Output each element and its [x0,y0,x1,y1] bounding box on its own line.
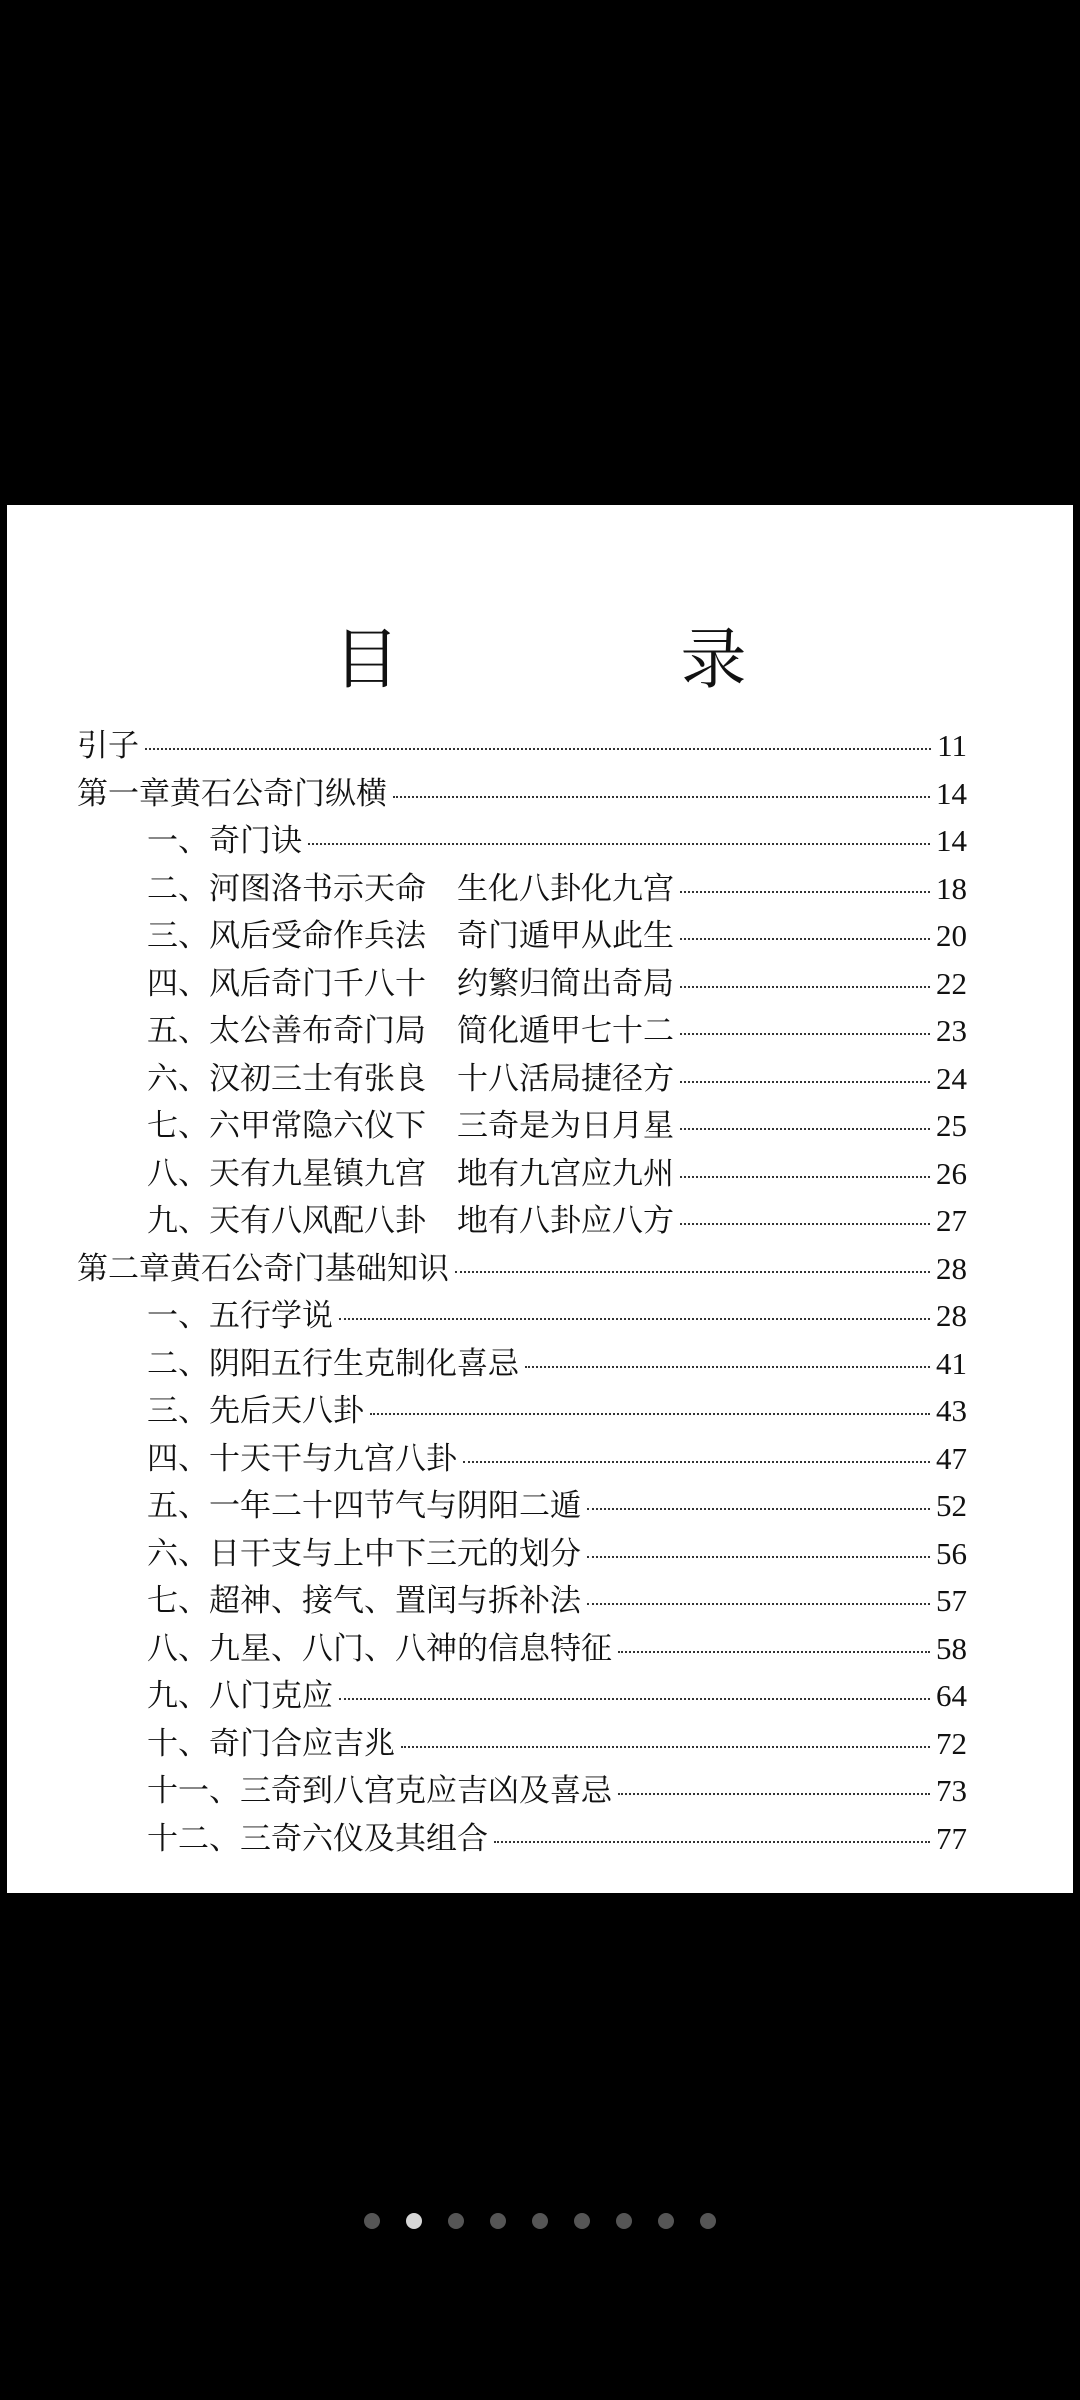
toc-entry[interactable] [77,1765,967,1813]
page-dot[interactable] [658,2213,674,2229]
page-dot-active[interactable] [406,2213,422,2229]
toc-entry-label: 五、太公善布奇门局 简化遁甲七十二 [147,1013,674,1049]
page-dot[interactable] [574,2213,590,2229]
toc-entry[interactable] [77,1100,967,1148]
toc-entry-label: 九、八门克应 [147,1678,333,1714]
dot-leader [587,1603,930,1605]
toc-entry-page-number: 18 [936,870,967,906]
toc-entry-label: 一、五行学说 [147,1298,333,1334]
toc-entry-page-number: 26 [936,1155,967,1191]
toc-entry-page-number: 20 [936,918,967,953]
toc-entry-page-number: 56 [936,1535,967,1571]
toc-entry[interactable] [77,1243,967,1291]
toc-entry-page-number: 23 [936,1013,967,1048]
dot-leader [680,1128,930,1130]
dot-leader [525,1366,930,1368]
toc-entry-label: 二、河图洛书示天命 生化八卦化九宫 [147,870,674,907]
toc-entry-page-number: 24 [936,1060,967,1096]
toc-entry[interactable] [77,1623,967,1671]
toc-entry[interactable] [77,768,967,816]
toc-entry-label: 十一、三奇到八宫克应吉凶及喜忌 [147,1773,612,1809]
page-dot[interactable] [490,2213,506,2229]
toc-entry[interactable] [77,1053,967,1101]
dot-leader [680,1223,930,1225]
toc-entry-label: 四、风后奇门千八十 约繁归简出奇局 [147,965,674,1002]
toc-entry-page-number: 64 [936,1678,967,1713]
dot-leader [680,891,930,893]
toc-entry-label: 五、一年二十四节气与阴阳二遁 [147,1488,581,1524]
toc-entry[interactable] [77,1385,967,1433]
page-dot[interactable] [616,2213,632,2229]
toc-entry-label: 引子 [77,728,139,764]
toc-entry[interactable] [77,1575,967,1623]
toc-entry[interactable] [77,1528,967,1576]
toc-entry[interactable] [77,1813,967,1861]
dot-leader [587,1508,930,1510]
dot-leader [145,748,931,750]
dot-leader [339,1318,930,1320]
toc-entry-page-number: 27 [936,1203,967,1238]
toc-entry-page-number: 57 [936,1583,967,1618]
toc-entry-label: 二、阴阳五行生克制化喜忌 [147,1345,519,1382]
toc-entry-label: 六、日干支与上中下三元的划分 [147,1535,581,1572]
toc-entry[interactable] [77,1005,967,1053]
toc-entry[interactable] [77,1290,967,1338]
dot-leader [339,1698,930,1700]
toc-entry-label: 第二章黄石公奇门基础知识 [77,1250,449,1287]
toc-entry-label: 十二、三奇六仪及其组合 [147,1820,488,1857]
toc-entry[interactable] [77,1338,967,1386]
toc-entry-label: 八、九星、八门、八神的信息特征 [147,1630,612,1667]
dot-leader [494,1841,930,1843]
dot-leader [680,986,930,988]
toc-entry[interactable] [77,863,967,911]
toc-entry-page-number: 43 [936,1393,967,1428]
toc-entry-page-number: 25 [936,1108,967,1143]
toc-entry-label: 七、超神、接气、置闰与拆补法 [147,1583,581,1619]
toc-entry[interactable] [77,815,967,863]
toc-entry-page-number: 77 [936,1820,967,1856]
toc-entry-page-number: 22 [936,965,967,1001]
dot-leader [680,938,930,940]
dot-leader [680,1081,930,1083]
toc-entry-label: 四、十天干与九宫八卦 [147,1440,457,1477]
toc-entry[interactable] [77,1195,967,1243]
toc-entry[interactable] [77,1718,967,1766]
toc-entry-page-number: 28 [936,1298,967,1333]
toc-entry-page-number: 14 [936,823,967,858]
toc-entry-label: 三、风后受命作兵法 奇门遁甲从此生 [147,918,674,954]
toc-entry[interactable] [77,1433,967,1481]
toc-entry-label: 六、汉初三士有张良 十八活局捷径方 [147,1060,674,1097]
document-page [7,505,1073,1893]
toc-entry-label: 七、六甲常隐六仪下 三奇是为日月星 [147,1108,674,1144]
page-indicator [0,2213,1080,2229]
dot-leader [618,1651,930,1653]
dot-leader [680,1176,930,1178]
dot-leader [618,1793,930,1795]
page-dot[interactable] [700,2213,716,2229]
toc-entry-page-number: 41 [936,1345,967,1381]
dot-leader [463,1461,930,1463]
dot-leader [401,1746,930,1748]
toc-entry-label: 一、奇门诀 [147,823,302,859]
toc-entry-page-number: 47 [936,1440,967,1476]
toc-entry[interactable] [77,720,967,768]
toc-entry-page-number: 52 [936,1488,967,1523]
toc-entry[interactable] [77,1670,967,1718]
toc-entry-page-number: 72 [936,1725,967,1761]
toc-entry-page-number: 58 [936,1630,967,1666]
toc-entry-label: 八、天有九星镇九宫 地有九宫应九州 [147,1155,674,1192]
dot-leader [308,843,930,845]
dot-leader [680,1033,930,1035]
toc-entry-label: 三、先后天八卦 [147,1393,364,1429]
toc-entry[interactable] [77,958,967,1006]
page-dot[interactable] [532,2213,548,2229]
page-dot[interactable] [364,2213,380,2229]
toc-entry-page-number: 11 [937,728,967,763]
page-dot[interactable] [448,2213,464,2229]
toc-entry-label: 第一章黄石公奇门纵横 [77,775,387,812]
dot-leader [370,1413,930,1415]
toc-entry-label: 九、天有八风配八卦 地有八卦应八方 [147,1203,674,1239]
toc-entry[interactable] [77,1480,967,1528]
dot-leader [587,1556,930,1558]
toc-entry[interactable] [77,910,967,958]
dot-leader [393,796,930,798]
page-title: 目 录 [333,621,877,698]
toc-entry-page-number: 73 [936,1773,967,1808]
table-of-contents [77,720,967,1860]
toc-entry[interactable] [77,1148,967,1196]
toc-entry-page-number: 14 [936,775,967,811]
toc-entry-page-number: 28 [936,1250,967,1286]
toc-entry-label: 十、奇门合应吉兆 [147,1725,395,1762]
dot-leader [455,1271,930,1273]
